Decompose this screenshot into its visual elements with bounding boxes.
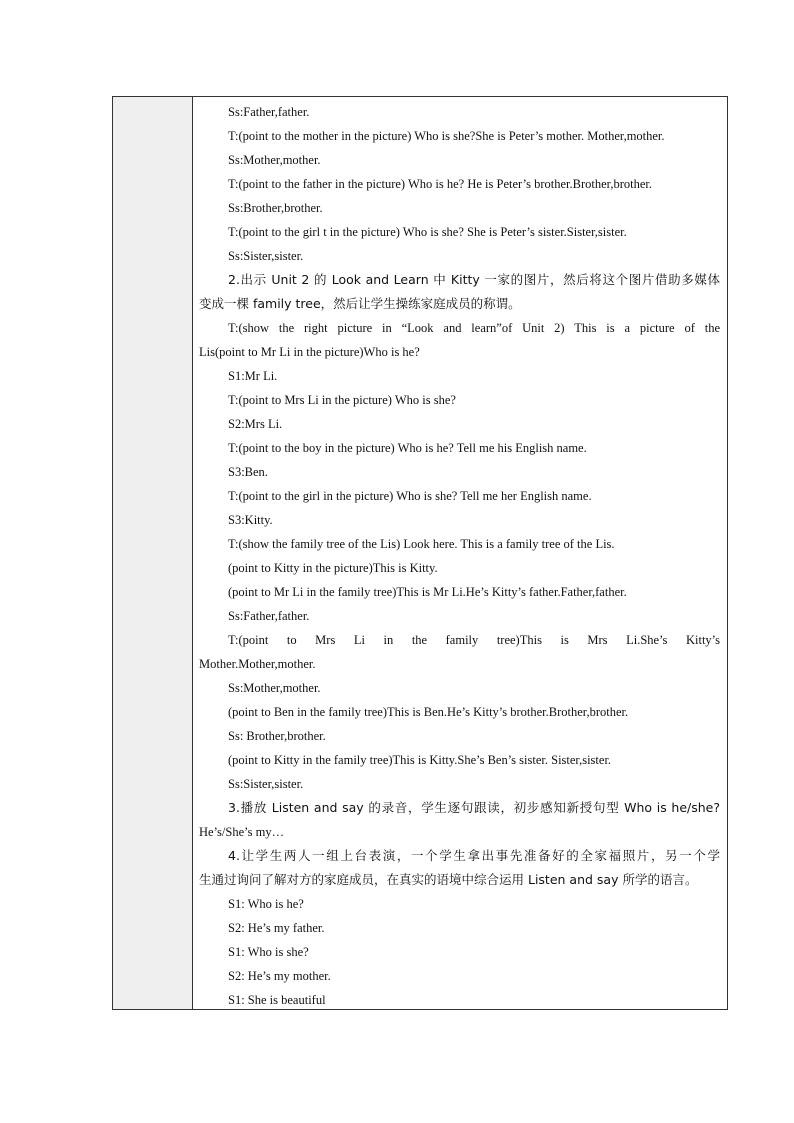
text-line: T:(show the family tree of the Lis) Look here. This is a family tree of the Lis.	[228, 537, 615, 551]
text-line: Ss:Mother,mother.	[228, 681, 321, 695]
text-line: (point to Kitty in the picture)This is Kitty.	[228, 561, 438, 575]
text-line: T:(point to the girl t in the picture) Who is she? She is Peter’s sister.Sister,sister.	[228, 225, 627, 239]
content-cell	[193, 97, 727, 1009]
text-line: Ss:Mother,mother.	[228, 153, 321, 167]
text-line: T:(point to Mrs Li in the picture) Who is she?	[228, 393, 456, 407]
text-line: S2: He’s my father.	[228, 921, 325, 935]
text-line: 生通过询问了解对方的家庭成员，在真实的语境中综合运用 Listen and say 所学的语言。	[199, 872, 698, 887]
text-line: S2:Mrs Li.	[228, 417, 283, 431]
text-line: (point to Mr Li in the family tree)This is Mr Li.He’s Kitty’s father.Father,father.	[228, 585, 627, 599]
text-line: 2.出示 Unit 2 的 Look and Learn 中 Kitty 一家的图片，然后将这个图片借助多媒体	[228, 272, 720, 287]
text-line: T:(point to the girl in the picture) Who is she? Tell me her English name.	[228, 489, 592, 503]
text-line: T:(point to the boy in the picture) Who is he? Tell me his English name.	[228, 441, 587, 455]
text-line: (point to Kitty in the family tree)This is Kitty.She’s Ben’s sister. Sister,sister.	[228, 753, 612, 767]
text-line: S1:Mr Li.	[228, 369, 278, 383]
text-line: S3:Ben.	[228, 465, 268, 479]
text-line: S1: She is beautiful	[228, 993, 326, 1007]
text-line: Ss:Sister,sister.	[228, 249, 304, 263]
text-line: T:(point to the father in the picture) Who is he? He is Peter’s brother.Brother,brother.	[228, 177, 652, 191]
text-line: Ss:Brother,brother.	[228, 201, 323, 215]
text-line: S2: He’s my mother.	[228, 969, 331, 983]
text-line: T:(show the right picture in “Look and learn”of Unit 2) This is a picture of the	[228, 321, 720, 335]
text-line: Mother.Mother,mother.	[199, 657, 316, 671]
text-line: Ss:Father,father.	[228, 609, 310, 623]
text-line: S1: Who is he?	[228, 897, 304, 911]
label-cell	[113, 97, 193, 1009]
text-line: 3.播放 Listen and say 的录音，学生逐句跟读，初步感知新授句型 Who is he/she?	[228, 800, 720, 815]
text-line: 4.让学生两人一组上台表演，一个学生拿出事先准备好的全家福照片，另一个学	[228, 848, 720, 863]
text-line: T:(point to Mrs Li in the family tree)This is Mrs Li.She’s Kitty’s	[228, 633, 720, 647]
text-line: T:(point to the mother in the picture) Who is she?She is Peter’s mother. Mother,mother.	[228, 129, 665, 143]
text-line: Ss:Father,father.	[228, 105, 310, 119]
text-line: He’s/She’s my…	[199, 825, 285, 839]
text-line: (point to Ben in the family tree)This is Ben.He’s Kitty’s brother.Brother,brother.	[228, 705, 629, 719]
text-line: Lis(point to Mr Li in the picture)Who is he?	[199, 345, 420, 359]
text-line: S3:Kitty.	[228, 513, 273, 527]
lesson-table	[112, 96, 728, 1010]
text-line: 变成一棵 family tree，然后让学生操练家庭成员的称谓。	[199, 296, 521, 311]
text-line: Ss:Sister,sister.	[228, 777, 304, 791]
text-line: Ss: Brother,brother.	[228, 729, 326, 743]
text-line: S1: Who is she?	[228, 945, 309, 959]
